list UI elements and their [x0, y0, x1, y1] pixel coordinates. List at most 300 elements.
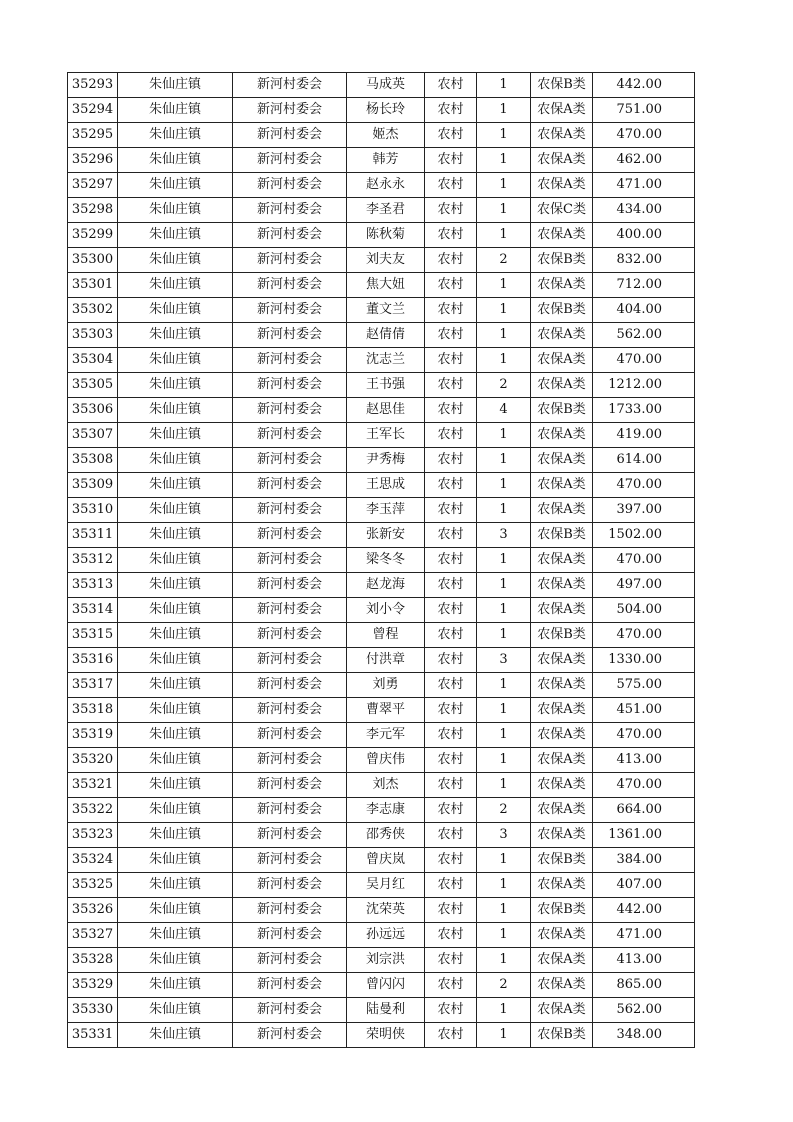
insurance-category-cell: 农保A类: [531, 723, 593, 748]
area-type-cell: 农村: [425, 523, 477, 548]
area-type-cell: 农村: [425, 823, 477, 848]
amount-cell: 451.00: [593, 698, 695, 723]
village-committee-cell: 新河村委会: [233, 448, 347, 473]
area-type-cell: 农村: [425, 873, 477, 898]
insurance-category-cell: 农保A类: [531, 598, 593, 623]
insurance-category-cell: 农保A类: [531, 573, 593, 598]
area-type-cell: 农村: [425, 273, 477, 298]
person-name-cell: 陆曼利: [347, 998, 425, 1023]
insurance-category-cell: 农保A类: [531, 673, 593, 698]
amount-cell: 504.00: [593, 598, 695, 623]
area-type-cell: 农村: [425, 348, 477, 373]
amount-cell: 462.00: [593, 148, 695, 173]
record-id-cell: 35315: [68, 623, 118, 648]
household-count-cell: 4: [477, 398, 531, 423]
household-count-cell: 1: [477, 98, 531, 123]
household-count-cell: 1: [477, 873, 531, 898]
table-row: [68, 948, 695, 973]
amount-cell: 348.00: [593, 1023, 695, 1048]
town-name-cell: 朱仙庄镇: [118, 748, 233, 773]
table-row: [68, 848, 695, 873]
insurance-category-cell: 农保A类: [531, 548, 593, 573]
table-row: [68, 198, 695, 223]
person-name-cell: 沈荣英: [347, 898, 425, 923]
amount-cell: 865.00: [593, 973, 695, 998]
record-id-cell: 35294: [68, 98, 118, 123]
area-type-cell: 农村: [425, 223, 477, 248]
amount-cell: 1502.00: [593, 523, 695, 548]
village-committee-cell: 新河村委会: [233, 898, 347, 923]
household-count-cell: 1: [477, 148, 531, 173]
amount-cell: 1212.00: [593, 373, 695, 398]
table-row: [68, 698, 695, 723]
amount-cell: 1733.00: [593, 398, 695, 423]
area-type-cell: 农村: [425, 673, 477, 698]
record-id-cell: 35319: [68, 723, 118, 748]
town-name-cell: 朱仙庄镇: [118, 373, 233, 398]
town-name-cell: 朱仙庄镇: [118, 1023, 233, 1048]
person-name-cell: 曹翠平: [347, 698, 425, 723]
amount-cell: 712.00: [593, 273, 695, 298]
insurance-category-cell: 农保A类: [531, 773, 593, 798]
area-type-cell: 农村: [425, 248, 477, 273]
person-name-cell: 姬杰: [347, 123, 425, 148]
town-name-cell: 朱仙庄镇: [118, 248, 233, 273]
record-id-cell: 35311: [68, 523, 118, 548]
person-name-cell: 马成英: [347, 73, 425, 98]
record-id-cell: 35305: [68, 373, 118, 398]
town-name-cell: 朱仙庄镇: [118, 198, 233, 223]
household-count-cell: 1: [477, 748, 531, 773]
record-id-cell: 35293: [68, 73, 118, 98]
person-name-cell: 曾庆伟: [347, 748, 425, 773]
table-row: [68, 898, 695, 923]
record-id-cell: 35306: [68, 398, 118, 423]
table-row: [68, 323, 695, 348]
record-id-cell: 35323: [68, 823, 118, 848]
person-name-cell: 王思成: [347, 473, 425, 498]
table-row: [68, 148, 695, 173]
amount-cell: 562.00: [593, 323, 695, 348]
person-name-cell: 刘夫友: [347, 248, 425, 273]
record-id-cell: 35330: [68, 998, 118, 1023]
table-row: [68, 423, 695, 448]
record-id-cell: 35310: [68, 498, 118, 523]
amount-cell: 470.00: [593, 623, 695, 648]
table-row: [68, 248, 695, 273]
area-type-cell: 农村: [425, 773, 477, 798]
area-type-cell: 农村: [425, 598, 477, 623]
town-name-cell: 朱仙庄镇: [118, 223, 233, 248]
record-id-cell: 35316: [68, 648, 118, 673]
insurance-category-cell: 农保B类: [531, 623, 593, 648]
household-count-cell: 1: [477, 898, 531, 923]
table-row: [68, 498, 695, 523]
insurance-category-cell: 农保B类: [531, 73, 593, 98]
village-committee-cell: 新河村委会: [233, 73, 347, 98]
person-name-cell: 李圣君: [347, 198, 425, 223]
insurance-category-cell: 农保A类: [531, 323, 593, 348]
area-type-cell: 农村: [425, 848, 477, 873]
table-row: [68, 673, 695, 698]
village-committee-cell: 新河村委会: [233, 348, 347, 373]
table-row: [68, 873, 695, 898]
village-committee-cell: 新河村委会: [233, 548, 347, 573]
town-name-cell: 朱仙庄镇: [118, 773, 233, 798]
area-type-cell: 农村: [425, 998, 477, 1023]
village-committee-cell: 新河村委会: [233, 848, 347, 873]
town-name-cell: 朱仙庄镇: [118, 173, 233, 198]
record-id-cell: 35325: [68, 873, 118, 898]
town-name-cell: 朱仙庄镇: [118, 298, 233, 323]
village-committee-cell: 新河村委会: [233, 323, 347, 348]
household-count-cell: 1: [477, 473, 531, 498]
area-type-cell: 农村: [425, 423, 477, 448]
person-name-cell: 赵思佳: [347, 398, 425, 423]
table-row: [68, 73, 695, 98]
area-type-cell: 农村: [425, 923, 477, 948]
household-count-cell: 3: [477, 648, 531, 673]
household-count-cell: 1: [477, 698, 531, 723]
person-name-cell: 李志康: [347, 798, 425, 823]
amount-cell: 562.00: [593, 998, 695, 1023]
record-id-cell: 35308: [68, 448, 118, 473]
household-count-cell: 2: [477, 373, 531, 398]
village-committee-cell: 新河村委会: [233, 723, 347, 748]
village-committee-cell: 新河村委会: [233, 148, 347, 173]
household-count-cell: 1: [477, 73, 531, 98]
town-name-cell: 朱仙庄镇: [118, 823, 233, 848]
insurance-category-cell: 农保A类: [531, 698, 593, 723]
amount-cell: 497.00: [593, 573, 695, 598]
record-id-cell: 35296: [68, 148, 118, 173]
village-committee-cell: 新河村委会: [233, 98, 347, 123]
record-id-cell: 35328: [68, 948, 118, 973]
area-type-cell: 农村: [425, 173, 477, 198]
record-id-cell: 35301: [68, 273, 118, 298]
table-row: [68, 748, 695, 773]
table-row: [68, 823, 695, 848]
record-id-cell: 35313: [68, 573, 118, 598]
town-name-cell: 朱仙庄镇: [118, 523, 233, 548]
insurance-category-cell: 农保B类: [531, 1023, 593, 1048]
village-committee-cell: 新河村委会: [233, 123, 347, 148]
area-type-cell: 农村: [425, 498, 477, 523]
village-committee-cell: 新河村委会: [233, 573, 347, 598]
insurance-category-cell: 农保C类: [531, 198, 593, 223]
insurance-category-cell: 农保B类: [531, 898, 593, 923]
insurance-category-cell: 农保A类: [531, 273, 593, 298]
insurance-category-cell: 农保A类: [531, 823, 593, 848]
person-name-cell: 孙远远: [347, 923, 425, 948]
household-count-cell: 2: [477, 248, 531, 273]
person-name-cell: 焦大妞: [347, 273, 425, 298]
village-committee-cell: 新河村委会: [233, 948, 347, 973]
village-committee-cell: 新河村委会: [233, 398, 347, 423]
person-name-cell: 赵龙海: [347, 573, 425, 598]
village-committee-cell: 新河村委会: [233, 473, 347, 498]
area-type-cell: 农村: [425, 73, 477, 98]
town-name-cell: 朱仙庄镇: [118, 873, 233, 898]
record-id-cell: 35302: [68, 298, 118, 323]
table-row: [68, 798, 695, 823]
town-name-cell: 朱仙庄镇: [118, 723, 233, 748]
area-type-cell: 农村: [425, 548, 477, 573]
amount-cell: 470.00: [593, 723, 695, 748]
amount-cell: 832.00: [593, 248, 695, 273]
insurance-category-cell: 农保B类: [531, 248, 593, 273]
town-name-cell: 朱仙庄镇: [118, 348, 233, 373]
household-count-cell: 3: [477, 523, 531, 548]
insurance-category-cell: 农保A类: [531, 98, 593, 123]
table-row: [68, 973, 695, 998]
insurance-category-cell: 农保A类: [531, 348, 593, 373]
person-name-cell: 尹秀梅: [347, 448, 425, 473]
amount-cell: 751.00: [593, 98, 695, 123]
record-id-cell: 35327: [68, 923, 118, 948]
record-id-cell: 35309: [68, 473, 118, 498]
area-type-cell: 农村: [425, 623, 477, 648]
town-name-cell: 朱仙庄镇: [118, 923, 233, 948]
household-count-cell: 3: [477, 823, 531, 848]
area-type-cell: 农村: [425, 1023, 477, 1048]
table-row: [68, 723, 695, 748]
town-name-cell: 朱仙庄镇: [118, 148, 233, 173]
insurance-category-cell: 农保A类: [531, 973, 593, 998]
table-row: [68, 1023, 695, 1048]
person-name-cell: 杨长玲: [347, 98, 425, 123]
table-row: [68, 473, 695, 498]
amount-cell: 470.00: [593, 123, 695, 148]
person-name-cell: 赵永永: [347, 173, 425, 198]
town-name-cell: 朱仙庄镇: [118, 898, 233, 923]
town-name-cell: 朱仙庄镇: [118, 673, 233, 698]
insurance-category-cell: 农保A类: [531, 798, 593, 823]
household-count-cell: 1: [477, 448, 531, 473]
person-name-cell: 董文兰: [347, 298, 425, 323]
record-id-cell: 35307: [68, 423, 118, 448]
household-count-cell: 1: [477, 573, 531, 598]
table-row: [68, 598, 695, 623]
village-committee-cell: 新河村委会: [233, 198, 347, 223]
household-count-cell: 1: [477, 173, 531, 198]
table-row: [68, 773, 695, 798]
village-committee-cell: 新河村委会: [233, 248, 347, 273]
record-id-cell: 35300: [68, 248, 118, 273]
town-name-cell: 朱仙庄镇: [118, 73, 233, 98]
household-count-cell: 1: [477, 598, 531, 623]
village-committee-cell: 新河村委会: [233, 623, 347, 648]
insurance-category-cell: 农保A类: [531, 923, 593, 948]
household-count-cell: 2: [477, 973, 531, 998]
record-id-cell: 35320: [68, 748, 118, 773]
person-name-cell: 邵秀侠: [347, 823, 425, 848]
insurance-category-cell: 农保A类: [531, 173, 593, 198]
household-count-cell: 1: [477, 923, 531, 948]
insurance-category-cell: 农保A类: [531, 123, 593, 148]
area-type-cell: 农村: [425, 723, 477, 748]
town-name-cell: 朱仙庄镇: [118, 398, 233, 423]
insurance-category-cell: 农保A类: [531, 998, 593, 1023]
area-type-cell: 农村: [425, 573, 477, 598]
town-name-cell: 朱仙庄镇: [118, 273, 233, 298]
household-count-cell: 1: [477, 1023, 531, 1048]
town-name-cell: 朱仙庄镇: [118, 323, 233, 348]
table-row: [68, 223, 695, 248]
amount-cell: 664.00: [593, 798, 695, 823]
person-name-cell: 张新安: [347, 523, 425, 548]
person-name-cell: 刘宗洪: [347, 948, 425, 973]
village-committee-cell: 新河村委会: [233, 598, 347, 623]
insurance-category-cell: 农保A类: [531, 223, 593, 248]
household-count-cell: 1: [477, 323, 531, 348]
town-name-cell: 朱仙庄镇: [118, 848, 233, 873]
record-id-cell: 35303: [68, 323, 118, 348]
table-row: [68, 123, 695, 148]
insurance-category-cell: 农保B类: [531, 848, 593, 873]
amount-cell: 470.00: [593, 473, 695, 498]
amount-cell: 419.00: [593, 423, 695, 448]
town-name-cell: 朱仙庄镇: [118, 948, 233, 973]
person-name-cell: 梁冬冬: [347, 548, 425, 573]
area-type-cell: 农村: [425, 748, 477, 773]
record-id-cell: 35314: [68, 598, 118, 623]
record-id-cell: 35321: [68, 773, 118, 798]
insurance-category-cell: 农保B类: [531, 298, 593, 323]
amount-cell: 442.00: [593, 73, 695, 98]
area-type-cell: 农村: [425, 648, 477, 673]
table-row: [68, 998, 695, 1023]
amount-cell: 470.00: [593, 548, 695, 573]
town-name-cell: 朱仙庄镇: [118, 648, 233, 673]
amount-cell: 1361.00: [593, 823, 695, 848]
record-id-cell: 35312: [68, 548, 118, 573]
person-name-cell: 刘勇: [347, 673, 425, 698]
insurance-category-cell: 农保A类: [531, 498, 593, 523]
area-type-cell: 农村: [425, 798, 477, 823]
person-name-cell: 荣明侠: [347, 1023, 425, 1048]
records-table-body: [68, 73, 695, 1048]
town-name-cell: 朱仙庄镇: [118, 448, 233, 473]
record-id-cell: 35304: [68, 348, 118, 373]
area-type-cell: 农村: [425, 698, 477, 723]
amount-cell: 384.00: [593, 848, 695, 873]
town-name-cell: 朱仙庄镇: [118, 548, 233, 573]
amount-cell: 470.00: [593, 773, 695, 798]
town-name-cell: 朱仙庄镇: [118, 598, 233, 623]
household-count-cell: 1: [477, 423, 531, 448]
insurance-category-cell: 农保A类: [531, 373, 593, 398]
amount-cell: 442.00: [593, 898, 695, 923]
insurance-category-cell: 农保A类: [531, 873, 593, 898]
village-committee-cell: 新河村委会: [233, 798, 347, 823]
table-row: [68, 98, 695, 123]
person-name-cell: 王书强: [347, 373, 425, 398]
record-id-cell: 35295: [68, 123, 118, 148]
town-name-cell: 朱仙庄镇: [118, 973, 233, 998]
person-name-cell: 刘小令: [347, 598, 425, 623]
record-id-cell: 35322: [68, 798, 118, 823]
person-name-cell: 吴月红: [347, 873, 425, 898]
household-count-cell: 1: [477, 348, 531, 373]
village-committee-cell: 新河村委会: [233, 823, 347, 848]
insurance-category-cell: 农保B类: [531, 398, 593, 423]
village-committee-cell: 新河村委会: [233, 748, 347, 773]
town-name-cell: 朱仙庄镇: [118, 123, 233, 148]
village-committee-cell: 新河村委会: [233, 673, 347, 698]
household-count-cell: 1: [477, 773, 531, 798]
insurance-category-cell: 农保A类: [531, 748, 593, 773]
village-committee-cell: 新河村委会: [233, 523, 347, 548]
insurance-category-cell: 农保B类: [531, 523, 593, 548]
area-type-cell: 农村: [425, 98, 477, 123]
area-type-cell: 农村: [425, 148, 477, 173]
person-name-cell: 李玉萍: [347, 498, 425, 523]
table-row: [68, 298, 695, 323]
village-committee-cell: 新河村委会: [233, 373, 347, 398]
household-count-cell: 1: [477, 948, 531, 973]
amount-cell: 400.00: [593, 223, 695, 248]
insurance-category-cell: 农保A类: [531, 648, 593, 673]
area-type-cell: 农村: [425, 898, 477, 923]
village-committee-cell: 新河村委会: [233, 223, 347, 248]
household-count-cell: 1: [477, 198, 531, 223]
household-count-cell: 1: [477, 998, 531, 1023]
table-row: [68, 373, 695, 398]
amount-cell: 434.00: [593, 198, 695, 223]
village-committee-cell: 新河村委会: [233, 973, 347, 998]
person-name-cell: 曾闪闪: [347, 973, 425, 998]
amount-cell: 614.00: [593, 448, 695, 473]
person-name-cell: 陈秋菊: [347, 223, 425, 248]
amount-cell: 470.00: [593, 348, 695, 373]
table-row: [68, 173, 695, 198]
amount-cell: 397.00: [593, 498, 695, 523]
village-committee-cell: 新河村委会: [233, 648, 347, 673]
household-count-cell: 1: [477, 848, 531, 873]
person-name-cell: 王军长: [347, 423, 425, 448]
household-count-cell: 1: [477, 223, 531, 248]
town-name-cell: 朱仙庄镇: [118, 798, 233, 823]
table-row: [68, 448, 695, 473]
household-count-cell: 1: [477, 548, 531, 573]
area-type-cell: 农村: [425, 398, 477, 423]
household-count-cell: 2: [477, 798, 531, 823]
household-count-cell: 1: [477, 273, 531, 298]
area-type-cell: 农村: [425, 323, 477, 348]
insurance-category-cell: 农保A类: [531, 148, 593, 173]
area-type-cell: 农村: [425, 298, 477, 323]
table-row: [68, 623, 695, 648]
village-committee-cell: 新河村委会: [233, 773, 347, 798]
amount-cell: 413.00: [593, 948, 695, 973]
person-name-cell: 李元军: [347, 723, 425, 748]
insurance-category-cell: 农保A类: [531, 423, 593, 448]
household-count-cell: 1: [477, 673, 531, 698]
record-id-cell: 35326: [68, 898, 118, 923]
table-row: [68, 548, 695, 573]
household-count-cell: 1: [477, 498, 531, 523]
amount-cell: 471.00: [593, 173, 695, 198]
amount-cell: 575.00: [593, 673, 695, 698]
record-id-cell: 35299: [68, 223, 118, 248]
village-committee-cell: 新河村委会: [233, 498, 347, 523]
insurance-category-cell: 农保A类: [531, 448, 593, 473]
village-committee-cell: 新河村委会: [233, 173, 347, 198]
village-committee-cell: 新河村委会: [233, 873, 347, 898]
record-id-cell: 35298: [68, 198, 118, 223]
person-name-cell: 曾庆岚: [347, 848, 425, 873]
